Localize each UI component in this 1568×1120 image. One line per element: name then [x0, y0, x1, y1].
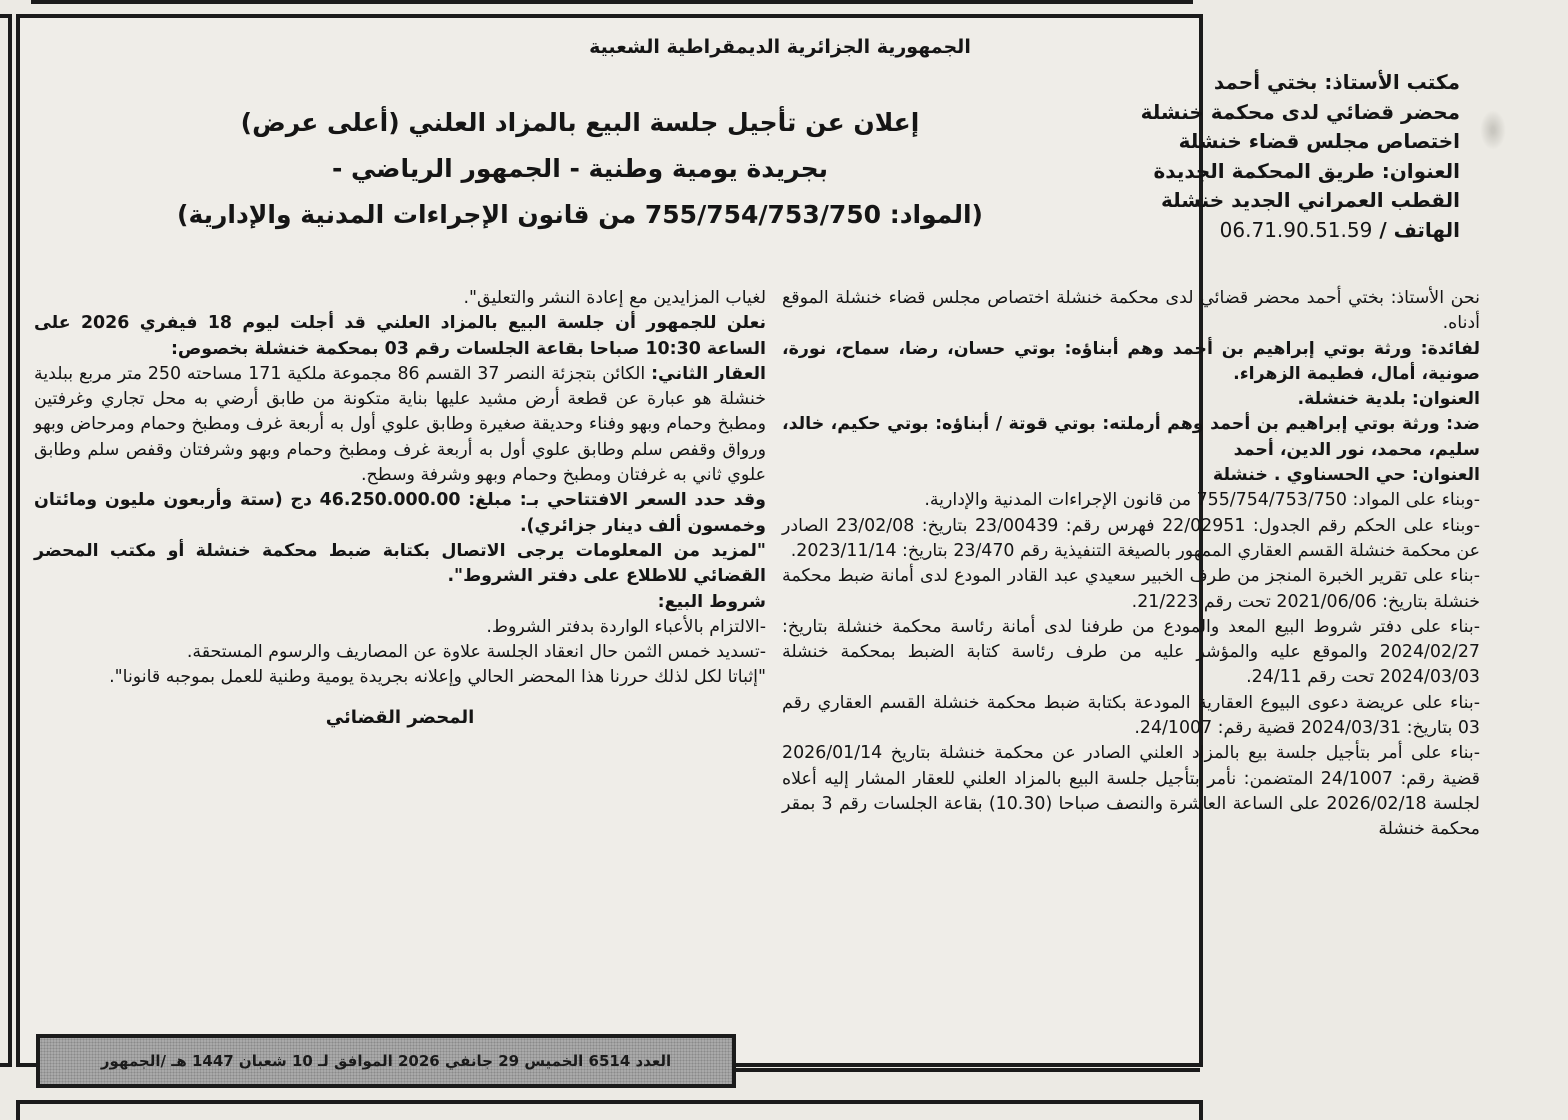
next-notice-border — [16, 1100, 1203, 1120]
legal-basis-item: -وبناء على المواد: 755/754/753/750 من قانون الإجراءات المدنية والإدارية. — [924, 490, 1480, 511]
footer-rule — [736, 1068, 1200, 1072]
property-description: الكائن بتجزئة النصر 37 القسم 86 مجموعة ملكية 171 مساحته 250 متر مربع ببلدية خنشلة هو عبارة عن قطعة أرض مشيد عليها بناية متكونة من طابق أرضي به محل تجاري وغرفتين ومطبخ وحمام وبهو وفناء وحديقة صغيرة وطابق علوي أول به أربعة غرف ومطبخ وحمام ومرحاض وبهو ورواق وقفص سلم وطابق علوي أول به أربعة غرف ومطبخ وحمام وبهو وشرفتان وقفص سلم وطابق علوي ثاني به غرفتان ومطبخ وحمام وبهو وشرفة وسطح. — [34, 363, 766, 486]
beneficiary-address: العنوان: بلدية خنشلة. — [1297, 389, 1480, 410]
print-smudge — [1480, 110, 1506, 150]
condition-item: -تسديد خمس الثمن حال انعقاد الجلسة علاوة عن المصاريف والرسوم المستحقة. — [186, 642, 766, 663]
intro-paragraph: نحن الأستاذ: بختي أحمد محضر قضائي لدى محكمة خنشلة اختصاص مجلس قضاء خنشلة الموقع أدناه. — [782, 288, 1480, 334]
headline-line-3: (المواد: 755/754/753/750 من قانون الإجراءات المدنية والإدارية) — [177, 200, 983, 229]
right-column — [782, 286, 1480, 843]
phone-label: الهاتف / — [1379, 217, 1460, 242]
republic-header: الجمهورية الجزائرية الديمقراطية الشعبية — [589, 36, 971, 58]
legal-basis-item: -بناء على دفتر شروط البيع المعد والمودع من طرفنا لدى أمانة رئاسة محكمة خنشلة بتاريخ: 2024/02/27 والموقع عليه والمؤشر عليه من طرف رئاسة كتابة الضبط بمحكمة خنشلة 2024/03/03 تحت رقم 24/11. — [782, 616, 1480, 688]
office-line: مكتب الأستاذ: بختي أحمد — [1213, 70, 1460, 94]
headline-line-2: بجريدة يومية وطنية - الجمهور الرياضي - — [331, 154, 829, 183]
against-address: العنوان: حي الحسناوي . خنشلة — [1212, 465, 1480, 486]
headline-line-1: إعلان عن تأجيل جلسة البيع بالمزاد العلني (أعلى عرض) — [240, 108, 920, 137]
conditions-title: شروط البيع: — [657, 591, 766, 612]
top-border — [31, 0, 1193, 4]
issue-footer — [36, 1034, 736, 1088]
condition-item: -الالتزام بالأعباء الواردة بدفتر الشروط. — [486, 616, 766, 637]
office-line: اختصاص مجلس قضاء خنشلة — [1178, 129, 1460, 153]
office-line: القطب العمراني الجديد خنشلة — [1160, 188, 1460, 212]
opening-price: وقد حدد السعر الافتتاحي بـ: مبلغ: 46.250.000.00 دج (ستة وأربعون مليون ومائتان وخمسون ألف دينار جزائري). — [34, 490, 766, 536]
property-paragraph — [34, 362, 766, 488]
legal-basis-item: -بناء على عريضة دعوى البيوع العقارية المودعة بكتابة ضبط محكمة خنشلة القسم العقاري رقم 03 بتاريخ: 2024/03/31 قضية رقم: 24/1007. — [782, 692, 1480, 739]
bailiff-signature: المحضر القضائي — [325, 706, 475, 728]
phone-number: 06.71.90.51.59 — [1219, 217, 1373, 242]
office-line: العنوان: طريق المحكمة الجديدة — [1153, 158, 1460, 183]
legal-basis-item: -بناء على أمر بتأجيل جلسة بيع بالمزاد العلني الصادر عن محكمة خنشلة بتاريخ 2026/01/14 قضية رقم: 24/1007 المتضمن: نأمر بتأجيل جلسة البيع بالمزاد العلني للعقار المشار إليه أعلاه لجلسة 2026/02/18 على الساعة العاشرة والنصف صباحا (10.30) بقاعة الجلسات رقم 3 بمقر محكمة خنشلة — [782, 743, 1480, 840]
bailiff-office-block — [1030, 68, 1460, 245]
adjacent-ad-border — [0, 14, 12, 1067]
more-info-note: "لمزيد من المعلومات يرجى الاتصال بكتابة ضبط محكمة خنشلة أو مكتب المحضر القضائي للاطلاع على دفتر الشروط". — [34, 540, 766, 587]
beneficiary-paragraph: لفائدة: ورثة بوتي إبراهيم بن أحمد وهم أبناؤه: بوتي حسان، رضا، سماح، نورة، صونية، أمال، فطيمة الزهراء. — [782, 338, 1480, 384]
legal-basis-item: -بناء على تقرير الخبرة المنجز من طرف الخبير سعيدي عبد القادر المودع لدى أمانة ضبط محكمة خنشلة بتاريخ: 2021/06/06 تحت رقم 21/223. — [782, 566, 1480, 612]
against-paragraph: ضد: ورثة بوتي إبراهيم بن أحمد وهم أرملته: بوتي قوتة / أبناؤه: بوتي حكيم، خالد، سليم، محمد، نور الدين، أحمد — [782, 414, 1480, 460]
office-phone — [1030, 216, 1460, 246]
notice-headline — [120, 100, 1040, 238]
continuation-text: لغياب المزايدين مع إعادة النشر والتعليق". — [463, 288, 766, 308]
issue-line: العدد 6514 الخميس 29 جانفي 2026 الموافق لـ 10 شعبان 1447 هـ /الجمهور — [100, 1052, 672, 1070]
left-column — [34, 286, 766, 730]
property-label: العقار الثاني: — [651, 363, 766, 384]
legal-basis-item: -وبناء على الحكم رقم الجدول: 22/02951 فهرس رقم: 23/00439 بتاريخ: 23/02/08 الصادر عن محكمة خنشلة القسم العقاري الممهور بالصيغة التنفيذية رقم 23/470 بتاريخ: 2023/11/14. — [782, 515, 1480, 561]
announcement-paragraph: نعلن للجمهور أن جلسة البيع بالمزاد العلني قد أجلت ليوم 18 فيفري 2026 على الساعة 10:30 صباحا بقاعة الجلسات رقم 03 بمحكمة خنشلة بخصوص: — [34, 313, 766, 359]
office-line: محضر قضائي لدى محكمة خنشلة — [1140, 99, 1460, 124]
closing-statement: "إثباتا لكل لذلك حررنا هذا المحضر الحالي وإعلانه بجريدة يومية وطنية للعمل بموجبه قانونا". — [109, 667, 766, 688]
